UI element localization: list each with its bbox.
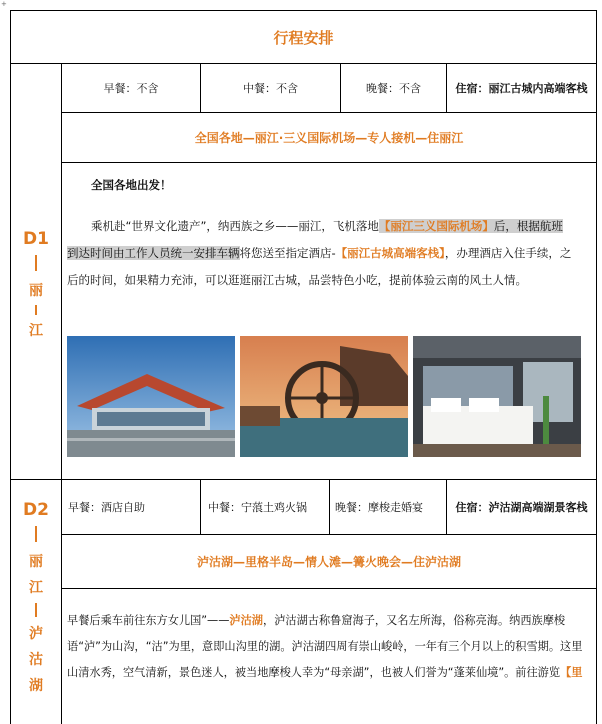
breakfast-cell: 早餐：酒店自助 xyxy=(68,501,145,514)
route-heading: 全国各地—丽江·三义国际机场—专人接机—住丽江 xyxy=(194,131,464,145)
place-char: 江 xyxy=(29,580,43,596)
day1-description xyxy=(67,213,591,294)
place-char: 湖 xyxy=(29,678,43,694)
desc-text: ，办理酒店入住手续，之 xyxy=(444,246,572,260)
lodging-cell: 住宿：丽江古城内高端客栈 xyxy=(455,82,588,95)
itinerary-table xyxy=(10,10,597,724)
dinner-cell: 晚餐：不含 xyxy=(366,82,421,95)
place-char: 江 xyxy=(29,323,43,339)
water-wheel-photo xyxy=(240,336,408,457)
day-code: D1 xyxy=(23,229,49,249)
breakfast-cell: 早餐：不含 xyxy=(103,82,159,95)
tail-highlight: 【里 xyxy=(560,666,583,679)
airport-photo xyxy=(67,336,235,457)
table-anchor-mark: + xyxy=(1,0,7,8)
intro-text: 全国各地出发！ xyxy=(91,178,172,192)
day-label-d1 xyxy=(11,229,61,343)
desc-text: 后的时间，如果精力充沛，可以逛逛丽江古城，品尝特色小吃，提前体验云南的风土人情。 xyxy=(67,273,527,287)
dinner-cell: 晚餐：摩梭走婚宴 xyxy=(335,501,423,514)
desc-text: 将您送至指定酒店- xyxy=(239,246,336,260)
route-heading: 泸沽湖—里格半岛—情人滩—篝火晚会—住泸沽湖 xyxy=(196,555,461,569)
hotel-room-photo xyxy=(413,336,581,457)
place-char: 沽 xyxy=(29,652,43,668)
page-title: 行程安排 xyxy=(273,28,334,47)
desc-text: 乘机赴“世界文化遗产”，纳西族之乡——丽江，飞机落地 xyxy=(91,219,379,233)
lunch-cell: 中餐：宁蒗土鸡火锅 xyxy=(208,501,307,514)
desc-text: 后，根据航班 xyxy=(493,219,563,233)
lunch-cell: 中餐：不含 xyxy=(243,82,298,95)
desc-text: ，泸沽湖古称鲁窟海子，又名左所海，俗称亮海。纳西族摩梭语“泸”为山沟，“沽”为里，意即山沟里的湖。泸沽湖四周有崇山峻岭，一年有三个月以上的积雪期。这里山清水秀，空气清新，景色迷人，被当地摩梭人幸为“母亲湖”，也被人们誉为“蓬莱仙境”。前往游览 xyxy=(67,614,583,679)
place-char: 丽 xyxy=(29,283,43,299)
day-code: D2 xyxy=(23,500,49,520)
place-char: 泸 xyxy=(29,626,43,642)
desc-text: 早餐后乘车前往东方女儿国”—— xyxy=(67,614,230,627)
divider xyxy=(35,526,37,542)
day2-description xyxy=(67,608,591,686)
lodging-cell: 住宿：泸沽湖高端湖景客栈 xyxy=(455,501,588,514)
airport-highlight: 【丽江三义国际机场】 xyxy=(378,219,494,233)
divider xyxy=(35,255,37,271)
desc-text: 到达时间由工作人员统一安排车辆 xyxy=(67,246,240,260)
divider xyxy=(35,603,37,617)
divider xyxy=(35,305,37,315)
lake-highlight: 泸沽湖 xyxy=(229,614,263,627)
day-label-d2 xyxy=(11,500,61,698)
place-char: 丽 xyxy=(29,554,43,570)
hotel-highlight: 【丽江古城高端客栈】 xyxy=(335,246,445,260)
